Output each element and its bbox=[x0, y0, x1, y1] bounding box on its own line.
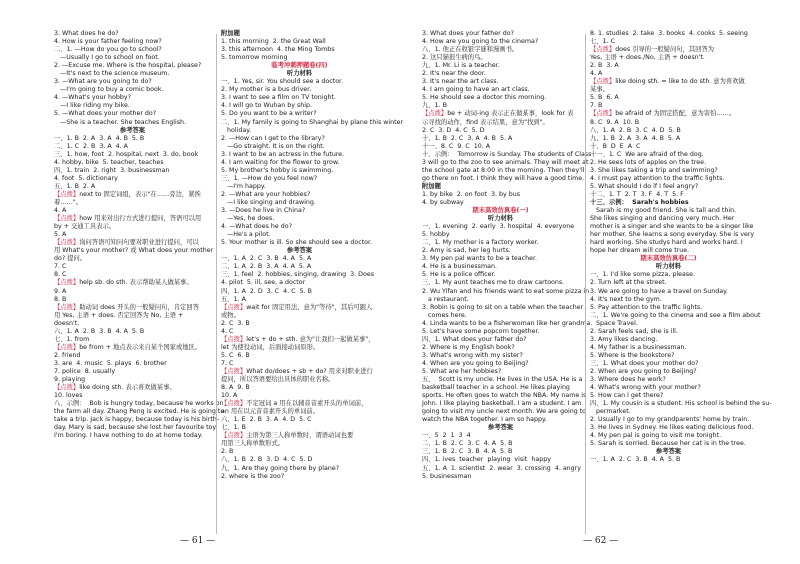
text-line: 八、1. B 2. B 3. D 4. C 5. D bbox=[221, 456, 313, 464]
section-heading: 期末高效仿真卷(一) bbox=[472, 207, 529, 215]
text-line: 2. —What are your hobbies? bbox=[221, 190, 311, 198]
text-line: 十一、1. C We are afraid of the dog. bbox=[590, 150, 704, 158]
text-line: 4. How is your father feeling now? bbox=[54, 38, 162, 46]
text-line: let 为使役动词，后面接动词原形。 bbox=[221, 343, 320, 351]
text-line: 【点拨】be + 动词-ing 表示正在做某事，look for 表 bbox=[422, 110, 574, 118]
text-line: 2. B bbox=[221, 448, 234, 456]
text-line: 10. A bbox=[221, 392, 238, 400]
text-line: holiday. bbox=[221, 126, 252, 134]
section-heading: 听力材料 bbox=[286, 70, 313, 78]
text-line: 【点拨】be from + 地点表示来自某个国家或地区。 bbox=[54, 343, 202, 351]
text-line: 8. B bbox=[54, 295, 67, 303]
text-line: 七、1. B bbox=[221, 424, 246, 432]
text-line: the farm all day. Zhang Peng is excited. He is going to bbox=[54, 408, 225, 416]
text-line: —I'm happy. bbox=[221, 182, 266, 190]
text-line: 2. —How can I get to the library? bbox=[221, 134, 325, 142]
text-line: permarket. bbox=[590, 408, 631, 416]
page-right-column-2 bbox=[590, 30, 772, 465]
text-line: 十二、1. T 2. T 3. F 4. T 5. F bbox=[590, 190, 684, 198]
text-line: 一、5 2 1 3 4 bbox=[422, 432, 471, 440]
text-line: 4. Linda wants to be a fisherwoman like her grandma. bbox=[422, 319, 593, 327]
text-line: 4. pilot 5. ill, see, a doctor bbox=[221, 279, 306, 287]
text-line: 3. Where does he work? bbox=[590, 376, 666, 384]
text-line: 九、1. B bbox=[422, 102, 447, 110]
text-line: hard working. She studys hard and works hard. I bbox=[590, 239, 743, 247]
text-line: 九、1. B 2. A 3. A 4. B 5. A bbox=[590, 134, 681, 142]
text-line: 2. 这只猫很生病的鸟。 bbox=[422, 54, 487, 62]
text-line: 五、 Scott is my uncle. He lives in the USA. He is a bbox=[422, 376, 583, 384]
text-line: 7. police 8. usually bbox=[54, 367, 116, 375]
text-line: 1. by bike 2. on foot 3. by bus bbox=[422, 190, 521, 198]
text-line: 4. A bbox=[54, 207, 67, 215]
text-line: 八、示例： Bob is hungry today, because he works on bbox=[54, 400, 224, 408]
text-line: 【点拨】how 用来对出行方式进行提问，答语可以用 bbox=[54, 215, 202, 223]
text-line: 3. Amy likes dancing. bbox=[590, 335, 658, 343]
text-line: 2. Usually I go to my grandparents' home by train. bbox=[590, 416, 750, 424]
text-line: do? 提问。 bbox=[54, 255, 87, 263]
text-line: 用 What's your mother? 或 What does your mother bbox=[54, 247, 214, 255]
text-line: 九、1. Are they going there by plane? bbox=[221, 464, 340, 472]
text-line: 4. A bbox=[590, 70, 603, 78]
tip-tag: 【点拨】 bbox=[221, 303, 247, 311]
text-line: going to visit my uncle next month. We are going to bbox=[422, 408, 587, 416]
text-line: 3. What does he do? bbox=[54, 30, 119, 37]
text-line: 5. Do you want to be a writer? bbox=[221, 110, 317, 118]
text-line: 十一、8. C 9. C 10. A bbox=[422, 142, 491, 150]
section-heading: 参考答案 bbox=[286, 247, 313, 255]
text-line: —Go straight. It is on the right. bbox=[221, 142, 325, 150]
text-line: 4. What's wrong with your mother? bbox=[590, 384, 701, 392]
section-heading: 参考答案 bbox=[487, 424, 514, 432]
text-line: 4. —What's your hobby? bbox=[54, 94, 131, 102]
text-line: 5. B 6. A bbox=[590, 94, 619, 102]
text-line: 5. He is a police officer. bbox=[422, 271, 496, 279]
tip-tag: 【点拨】 bbox=[590, 46, 616, 54]
text-line: doesn't. bbox=[54, 319, 80, 327]
text-line: 5. My brother's hobby is swimming. bbox=[221, 166, 334, 174]
text-line: 10. loves bbox=[54, 392, 83, 400]
section-label: 附加题 bbox=[422, 182, 441, 190]
text-line: take a trip. Jack is happy, because today is his birth- bbox=[54, 416, 220, 424]
text-line: 一、1. A 2. C 3. B 4. A 5. A bbox=[221, 255, 312, 263]
text-line: 五、1. A bbox=[221, 295, 246, 303]
column-divider bbox=[216, 34, 217, 534]
text-line: 十、示例： Tomorrow is Sunday. The students of Class bbox=[422, 150, 592, 158]
text-line: Sarah is my good friend. She is tall and thin. bbox=[590, 207, 737, 215]
text-line: 4. by subway bbox=[422, 198, 464, 206]
text-line: 4. My pen pal is going to visit me tonight. bbox=[590, 432, 722, 440]
text-line: 十、B D E A C bbox=[590, 142, 641, 150]
text-line: —I like singing and drawing. bbox=[221, 198, 316, 206]
text-line: 2. Amy is sad, her leg hurts. bbox=[422, 247, 511, 255]
text-line: —She is a teacher. She teaches English. bbox=[54, 118, 187, 126]
text-line: 五、1. A 1. scientist 2. wear 3. crossing 4. angry bbox=[422, 464, 581, 472]
text-line: 4. How are you going to the cinema? bbox=[422, 38, 539, 46]
text-line: 3. I want to see a film on TV tonight. bbox=[221, 94, 336, 102]
section-label: 附加题 bbox=[221, 30, 240, 37]
text-line: 3. this afternoon 4. the Ming Tombs bbox=[221, 46, 335, 54]
text-line: John. I like playing basketball. I am a student. I am bbox=[422, 400, 582, 408]
column-divider bbox=[585, 34, 586, 534]
text-line: —I like riding my bike. bbox=[54, 102, 130, 110]
text-line: 2. C 3. B bbox=[221, 319, 250, 327]
text-line: 一、1. Yes, sir. You should see a doctor. bbox=[221, 78, 344, 86]
tip-tag: 【点拨】 bbox=[54, 190, 80, 198]
text-line: comes here. bbox=[422, 311, 467, 319]
text-line: 2. B 3. A bbox=[590, 62, 619, 70]
answer-page-right bbox=[400, 0, 800, 564]
text-line: 5. What are her hobbies? bbox=[422, 367, 502, 375]
text-line: 4. I will go to Wuhan by ship. bbox=[221, 102, 313, 110]
text-line: hope her dream will come true. bbox=[590, 247, 690, 255]
text-line: 5. —What does your mother do? bbox=[54, 110, 157, 118]
text-line: 一、1. I'd like some pizza, please. bbox=[590, 271, 695, 279]
text-line: 2. —Excuse me. Where is the hospital, please? bbox=[54, 62, 202, 70]
section-heading: 听力材料 bbox=[487, 215, 514, 223]
text-line: 【点拨】help sb. do sth. 表示帮助某人做某事。 bbox=[54, 279, 193, 287]
text-line: 二、1. B 2. C 3. C 4. A 5. B bbox=[422, 440, 513, 448]
text-line: Yes, 主语 + does./No, 主语 + doesn't. bbox=[590, 54, 705, 62]
text-line: 3. My pen pal wants to be a teacher. bbox=[422, 255, 537, 263]
text-line: 5. Pay attention to the traffic lights. bbox=[590, 303, 703, 311]
text-line: 3. She likes taking a trip and swimming? bbox=[590, 166, 718, 174]
text-line: 4. I am waiting for the flower to grow. bbox=[221, 158, 340, 166]
text-line: 【点拨】like doing sth. = like to do sth. 意为喜欢做 bbox=[590, 78, 745, 86]
text-line: 5. Let's have some popcorn together. bbox=[422, 327, 540, 335]
tip-tag: 【点拨】 bbox=[54, 303, 80, 311]
text-line: 2. Where is my English book? bbox=[422, 343, 515, 351]
text-line: 5. He should see a doctor this morning. bbox=[422, 94, 547, 102]
page-number: — 61 — bbox=[180, 536, 216, 546]
text-line: 1. this morning 2. the Great Wall bbox=[221, 38, 326, 46]
page-left-column-2 bbox=[221, 30, 404, 481]
text-line: 2. C 3. D 4. C 5. D bbox=[422, 126, 485, 134]
text-line: 5. businessman bbox=[422, 472, 472, 480]
text-line: 4. I must pay attention to the traffic lights. bbox=[590, 174, 725, 182]
text-line: 【点拨】let's + do + sth. 意为"让我们一起做某事"， bbox=[221, 335, 375, 343]
text-line: 2. It's near the door. bbox=[422, 70, 486, 78]
text-line: 四、1. What does your father do? bbox=[422, 335, 527, 343]
text-line: 3. —What are you going to do? bbox=[54, 78, 152, 86]
text-line: 三、1. feel 2. hobbies, singing, drawing 3. Does bbox=[221, 271, 375, 279]
page-right-column-1 bbox=[422, 30, 593, 481]
text-line: 二、1. —How do you go to school? bbox=[54, 46, 162, 54]
text-line: 3. are 4. music 5. plays 6. brother bbox=[54, 359, 167, 367]
text-line: 2. Sarah feels sad, she is ill. bbox=[590, 327, 678, 335]
text-line: 四、1. My cousin is a student. His school is behind the su- bbox=[590, 400, 772, 408]
text-line: go there on foot. I think they will have a good time. bbox=[422, 174, 585, 182]
text-line: 9. A bbox=[54, 287, 67, 295]
text-line: She likes singing and dancing very much. Her bbox=[590, 215, 735, 223]
text-line: 5. How can I get there? bbox=[590, 392, 664, 400]
text-line: 3. What's wrong with my sister? bbox=[422, 351, 523, 359]
text-line: 5. What should I do if I feel angry? bbox=[590, 182, 699, 190]
text-line: 二、1. We're going to the cinema and see a film about bbox=[590, 311, 761, 319]
text-line: 四、1. ives teacher playing visit happy bbox=[422, 456, 551, 464]
text-line: 4. I am going to have an art class. bbox=[422, 86, 530, 94]
text-line: 【点拨】主语为第三人称单数时，谓语动词也要 bbox=[221, 432, 354, 440]
tip-tag: 【点拨】 bbox=[54, 239, 80, 247]
text-line: an 用在以元音音素开头的单词前。 bbox=[221, 408, 320, 416]
text-line: 3 will go to the zoo to see animals. They will meet at bbox=[422, 158, 589, 166]
text-line: Space Travel. bbox=[590, 319, 638, 327]
text-line: 一、1. B 2. A 3. A 4. B 5. B bbox=[54, 134, 145, 142]
text-line: 3. It's near the art class. bbox=[422, 78, 499, 86]
text-line: 或物。 bbox=[221, 311, 240, 319]
tip-tag: 【点拨】 bbox=[54, 343, 80, 351]
text-line: 【点拨】like doing sth. 表示喜欢做某事。 bbox=[54, 384, 176, 392]
text-line: 五、1. B 2. A bbox=[54, 182, 96, 190]
section-heading: 参考答案 bbox=[119, 126, 146, 134]
tip-tag: 【点拨】 bbox=[221, 335, 247, 343]
text-line: 示寻找的动作，find 表示结果，意为"找到"。 bbox=[422, 118, 549, 126]
text-line: 【点拨】be afraid of 为固定搭配，意为害怕……。 bbox=[590, 110, 736, 118]
text-line: 一、1. A 2. C 3. B 4. A 5. B bbox=[590, 456, 681, 464]
text-line: by + 交通工具表示。 bbox=[54, 223, 116, 231]
text-line: 4. He is a businessman. bbox=[422, 263, 497, 271]
text-line: 2. When are you going to Beijing? bbox=[590, 367, 697, 375]
tip-tag: 【点拨】 bbox=[422, 110, 448, 118]
text-line: 8. C bbox=[54, 271, 67, 279]
text-line: 用 Yes, 主语 + does. 否定回答为 No, 主语 + bbox=[54, 311, 184, 319]
tip-tag: 【点拨】 bbox=[54, 384, 80, 392]
text-line: a restaurant. bbox=[422, 295, 469, 303]
tip-tag: 【点拨】 bbox=[221, 432, 247, 440]
text-line: 三、1. how, foot 2. hospital, next 3. do, book bbox=[54, 150, 199, 158]
text-line: —Usually I go to school on foot. bbox=[54, 54, 160, 62]
text-line: watch the NBA together. I am so happy. bbox=[422, 416, 547, 424]
text-line: 八、1. A 2. B 3. C 4. D 5. B bbox=[590, 126, 681, 134]
text-line: 5. C 6. B bbox=[221, 351, 250, 359]
text-line: 着……"。 bbox=[54, 198, 83, 206]
text-line: 2. Wu Yifan and his friends want to eat some pizza in bbox=[422, 287, 590, 295]
text-line: 四、1. A 2. D 3. C 4. C 5. B bbox=[221, 287, 312, 295]
text-line: her mother. She learns a song everyday. She is very bbox=[590, 231, 755, 239]
text-line: —He's a pilot. bbox=[221, 231, 271, 239]
page-left-column-1 bbox=[54, 30, 225, 440]
text-line: basketball teacher in a school. He likes playing bbox=[422, 384, 570, 392]
text-line: 【点拨】询问答语可知问句要对职业进行提问，可以 bbox=[54, 239, 199, 247]
text-line: 四、1. train 2. right 3. businessman bbox=[54, 166, 170, 174]
section-heading: 临考冲刺押题卷(四) bbox=[271, 62, 328, 70]
text-line: 9. playing bbox=[54, 376, 86, 384]
text-line: 三、1. What does your mother do? bbox=[590, 359, 699, 367]
text-line: 5. Your mother is ill. So she should see a doctor. bbox=[221, 239, 373, 247]
text-line: 3. —Does he live in China? bbox=[221, 207, 306, 215]
text-line: 九、1. Mr. Li is a teacher. bbox=[422, 62, 500, 70]
text-line: 二、1. My mother is a factory worker. bbox=[422, 239, 539, 247]
section-heading: 期末高效仿真卷(二) bbox=[640, 255, 697, 263]
text-line: 3. What does your father do? bbox=[422, 30, 514, 37]
text-line: 【点拨】wait for 固定用法，意为"等待"，其后可跟人 bbox=[221, 303, 373, 311]
text-line: 三、1. My aunt teaches me to draw cartoons. bbox=[422, 279, 565, 287]
text-line: 【点拨】next to 固定词组，表示"在……旁边，紧挨 bbox=[54, 190, 201, 198]
text-line: 【点拨】What do/does + sb + do? 用来对职业进行 bbox=[221, 367, 373, 375]
text-line: 4. —What does he do? bbox=[221, 223, 292, 231]
page-number: — 62 — bbox=[583, 536, 619, 546]
text-line: 二、1. C 2. B 3. A 4. A bbox=[54, 142, 128, 150]
text-line: 8. C 9. A 10. B bbox=[590, 118, 640, 126]
text-line: 三、1. B 2. C 3. B 4. A 5. B bbox=[422, 448, 513, 456]
text-line: 5. Sarah is sorried. Because her cat is in the tree. bbox=[590, 440, 746, 448]
tip-tag: 【点拨】 bbox=[221, 400, 247, 408]
section-heading: 参考答案 bbox=[655, 448, 682, 456]
text-line: 3. He lives in Sydney. He likes eating delicious food. bbox=[590, 424, 754, 432]
text-line: 二、1. My family is going to Shanghai by plane this winter bbox=[221, 118, 404, 126]
tip-tag: 【点拨】 bbox=[54, 279, 80, 287]
text-line: 2. My mother is a bus driver. bbox=[221, 86, 312, 94]
tip-tag: 【点拨】 bbox=[221, 367, 247, 375]
text-line: —It's next to the science museum. bbox=[54, 70, 170, 78]
text-line: 2. Turn left at the street. bbox=[590, 279, 667, 287]
text-line: 【点拨】助动词 does 开头的一般疑问句，肯定回答 bbox=[54, 303, 199, 311]
text-line: day. Mary is sad, because she lost her favourite toy. bbox=[54, 424, 218, 432]
text-line: 【点拨】不定冠词 a 用在以辅音音素开头的单词前， bbox=[221, 400, 368, 408]
text-line: 七、1. C bbox=[590, 38, 615, 46]
text-line: 5. A bbox=[54, 231, 67, 239]
text-line: 三、1. —How do you feel now? bbox=[221, 174, 318, 182]
text-line: 7. B bbox=[590, 102, 603, 110]
text-line: 2. where is the zoo? bbox=[221, 472, 285, 480]
text-line: 3. Robin is going to sit on a table when the teacher bbox=[422, 303, 584, 311]
text-line: 2. He sees lots of apples on the tree. bbox=[590, 158, 706, 166]
text-line: 4. When are you going to Beijing? bbox=[422, 359, 529, 367]
text-line: I'm boring. I have nothing to do at home today. bbox=[54, 432, 203, 440]
text-line: 八、1. 他正在收银字谜和漫画书。 bbox=[422, 46, 519, 54]
tip-tag: 【点拨】 bbox=[590, 78, 616, 86]
text-line: 2. friend bbox=[54, 351, 81, 359]
text-line: 用第三人称单数形式。 bbox=[221, 440, 284, 448]
text-line: 8. 1. studies 2. take 3. books 4. cooks 5. seeing bbox=[590, 30, 748, 37]
text-line: 【点拨】does 引导的一般疑问句，其回答为 bbox=[590, 46, 715, 54]
text-line: sports. He often goes to watch the NBA. My name is bbox=[422, 392, 587, 400]
tip-tag: 【点拨】 bbox=[590, 110, 616, 118]
text-line: —Yes, he does. bbox=[221, 215, 275, 223]
text-line: —I'm going to buy a comic book. bbox=[54, 86, 164, 94]
text-line: 8. A 9. B bbox=[221, 384, 250, 392]
text-line: 7. C bbox=[54, 263, 67, 271]
text-line: 七、1. from bbox=[54, 335, 90, 343]
text-line: 某事。 bbox=[590, 86, 609, 94]
text-line: 5. tomorrow morning bbox=[221, 54, 288, 62]
text-line: 4. My father is a businessman. bbox=[590, 343, 687, 351]
text-line: the school gate at 8:00 in the morning. Then they'll bbox=[422, 166, 585, 174]
text-line: 二、1. A 2. B 3. A 4. A 5. A bbox=[221, 263, 312, 271]
text-line: 六、1. E 2. B 3. A 4. D 5. C bbox=[221, 416, 312, 424]
text-line: 4. hobby, bike 5. teacher, teaches bbox=[54, 158, 164, 166]
text-line: 六、1. A 2. B 3. B 4. A 5. B bbox=[54, 327, 145, 335]
section-label: 十三、示例： Sarah's hobbies bbox=[590, 198, 689, 206]
text-line: 7. C bbox=[221, 359, 234, 367]
text-line: 3. I want to be an actress in the future. bbox=[221, 150, 345, 158]
text-line: 一、1. evening 2. early 3. hospital 4. everyone bbox=[422, 223, 575, 231]
text-line: 5. Where is the bookstore? bbox=[590, 351, 675, 359]
text-line: 4. It's next to the gym. bbox=[590, 295, 662, 303]
text-line: 4. C bbox=[221, 327, 234, 335]
text-line: 4. foot 5. dictionary bbox=[54, 174, 118, 182]
section-heading: 听力材料 bbox=[655, 263, 682, 271]
text-line: 提问，所以答语要给出具体的职业名称。 bbox=[221, 376, 335, 384]
text-line: 5. hobby bbox=[422, 231, 450, 239]
text-line: mother is a singer and she wants to be a singer like bbox=[590, 223, 754, 231]
text-line: 3. We are going to have a travel on Sunday. bbox=[590, 287, 728, 295]
tip-tag: 【点拨】 bbox=[54, 215, 80, 223]
text-line: 十、1. B 2. C 3. A 4. B 5. A bbox=[422, 134, 513, 142]
